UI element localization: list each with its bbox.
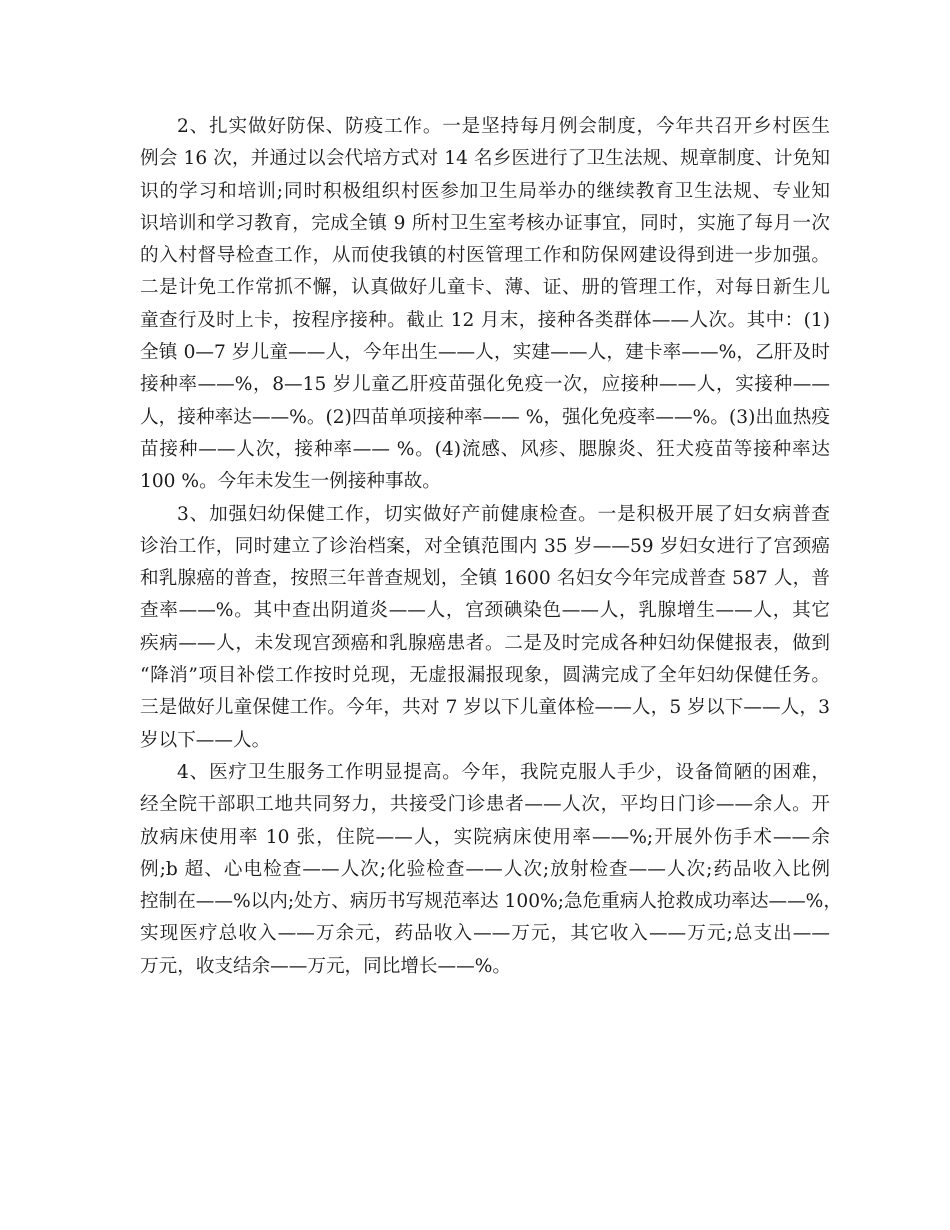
text-line: 识培训和学习教育，完成全镇 9 所村卫生室考核办证事宜，同时，实施了每月一次 (140, 212, 830, 234)
text-line: 2、扎实做好防保、防疫工作。一是坚持每月例会制度，今年共召开乡村医生 (177, 116, 830, 137)
text-line: 接种率——%，8—15 岁儿童乙肝疫苗强化免疫一次，应接种——人，实接种—— (140, 374, 830, 396)
document-body (140, 111, 842, 983)
text-line: 诊治工作，同时建立了诊治档案，对全镇范围内 35 岁——59 岁妇女进行了宫颈癌 (140, 535, 830, 557)
paragraph-maternal-child-health (140, 499, 830, 757)
text-line: 人，接种率达——%。(2)四苗单项接种率—— %，强化免疫率——%。(3)出血热疫 (140, 406, 830, 428)
paragraph-medical-services (140, 757, 842, 983)
text-line: 3、加强妇幼保健工作，切实做好产前健康检查。一是积极开展了妇女病普查 (177, 503, 830, 525)
text-line: “降消”项目补偿工作按时兑现，无虚报漏报现象，圆满完成了全年妇幼保健任务。 (140, 665, 830, 687)
text-line: 二是计免工作常抓不懈，认真做好儿童卡、薄、证、册的管理工作，对每日新生儿 (140, 277, 830, 299)
text-line: 经全院干部职工地共同努力，共接受门诊患者——人次，平均日门诊——余人。开 (140, 794, 830, 816)
text-line: 岁以下——人。 (140, 729, 271, 751)
text-line: 例会 16 次，并通过以会代培方式对 14 名乡医进行了卫生法规、规章制度、计免知 (140, 148, 830, 170)
text-line: 4、医疗卫生服务工作明显提高。今年，我院克服人手少，设备简陋的困难， (177, 761, 830, 783)
text-line: 三是做好儿童保健工作。今年，共对 7 岁以下儿童体检——人，5 岁以下——人，3 (140, 697, 830, 719)
text-line: 控制在——%以内;处方、病历书写规范率达 100%;急危重病人抢救成功率达——%， (140, 891, 842, 913)
text-line: 童查行及时上卡，按程序接种。截止 12 月末，接种各类群体——人次。其中：(1) (140, 309, 830, 331)
text-line: 例;b 超、心电检查——人次;化验检查——人次;放射检查——人次;药品收入比例 (140, 858, 830, 880)
paragraph-prevention (140, 111, 830, 499)
text-line: 全镇 0—7 岁儿童——人，今年出生——人，实建——人，建卡率——%，乙肝及时 (140, 342, 830, 364)
text-line: 疾病——人，未发现宫颈癌和乳腺癌患者。二是及时完成各种妇幼保健报表，做到 (140, 632, 830, 654)
text-line: 苗接种——人次，接种率—— %。(4)流感、风疹、腮腺炎、狂犬疫苗等接种率达 (140, 438, 830, 460)
text-line: 放病床使用率 10 张，住院——人，实院病床使用率——%;开展外伤手术——余 (140, 826, 830, 848)
text-line: 100 %。今年未发生一例接种事故。 (140, 471, 441, 493)
text-line: 查率——%。其中查出阴道炎——人，宫颈碘染色——人，乳腺增生——人，其它 (140, 600, 830, 622)
text-line: 的入村督导检查工作，从而使我镇的村医管理工作和防保网建设得到进一步加强。 (140, 245, 830, 267)
text-line: 和乳腺癌的普查，按照三年普查规划，全镇 1600 名妇女今年完成普查 587 人，普 (140, 568, 830, 590)
text-line: 实现医疗总收入——万余元，药品收入——万元，其它收入——万元;总支出—— (140, 923, 830, 945)
text-line: 万元，收支结余——万元，同比增长——%。 (140, 955, 511, 977)
text-line: 识的学习和培训;同时积极组织村医参加卫生局举办的继续教育卫生法规、专业知 (140, 180, 830, 202)
